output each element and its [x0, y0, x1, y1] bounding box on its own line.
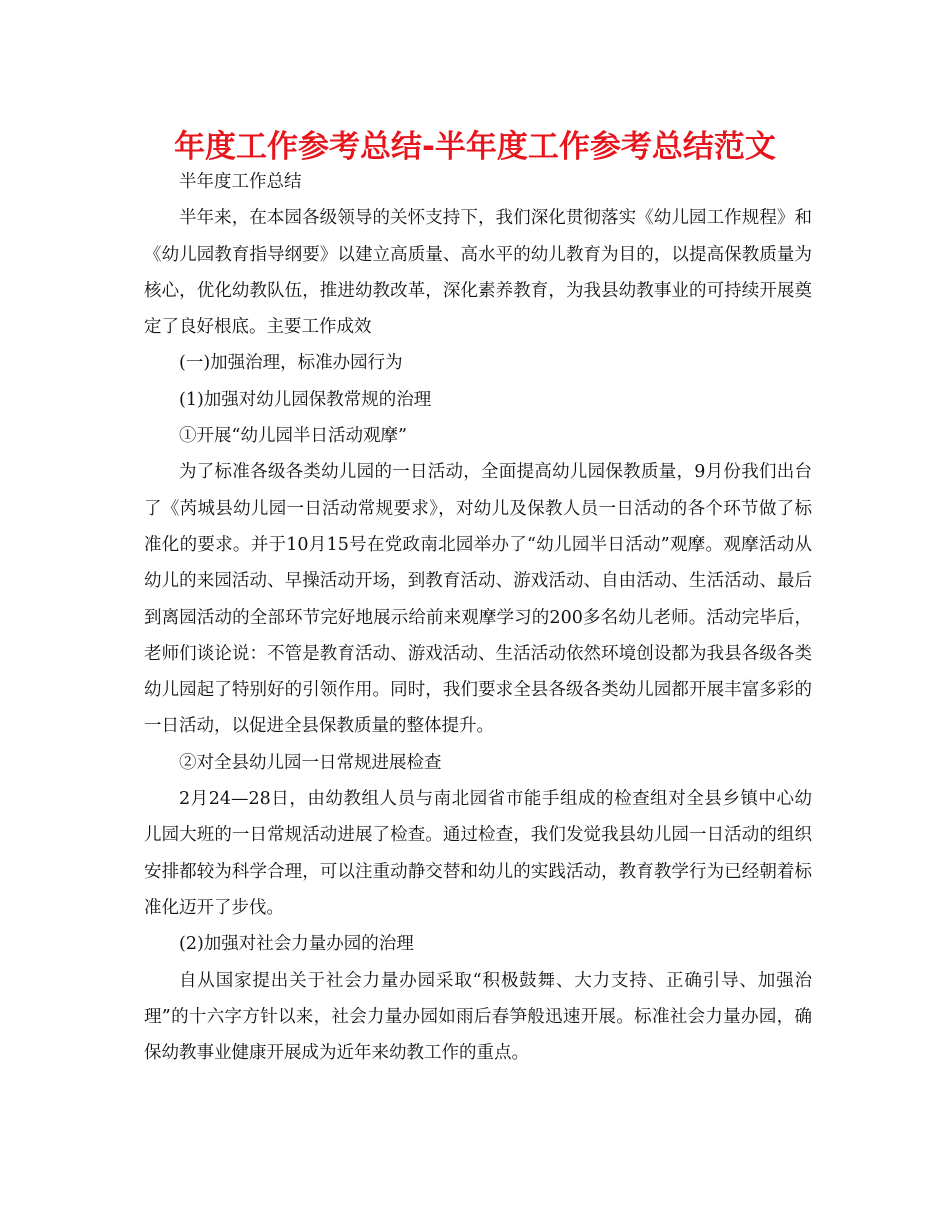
- paragraph: 半年来，在本园各级领导的关怀支持下，我们深化贯彻落实《幼儿园工作规程》和《幼儿园教育指导纲要》以建立高质量、高水平的幼儿教育为目的，以提高保教质量为核心，优化幼教队伍，推进幼教改革，深化素养教育，为我县幼教事业的可持续开展奠定了良好根底。主要工作成效: [144, 208, 812, 338]
- paragraph: 为了标准各级各类幼儿园的一日活动，全面提高幼儿园保教质量，9月份我们出台了《芮城县幼儿园一日活动常规要求》，对幼儿及保教人员一日活动的各个环节做了标准化的要求。并于10月15号在党政南北园举办了“幼儿园半日活动”观摩。观摩活动从幼儿的来园活动、早操活动开场，到教育活动、游戏活动、自由活动、生活活动、最后到离园活动的全部环节完好地展示给前来观摩学习的200多名幼儿老师。活动完毕后，老师们谈论说：不管是教育活动、游戏活动、生活活动依然环境创设都为我县各级各类幼儿园起了特别好的引领作用。同时，我们要求全县各级各类幼儿园都开展丰富多彩的一日活动，以促进全县保教质量的整体提升。: [144, 462, 812, 737]
- subsection-heading: ①开展“幼儿园半日活动观摩”: [179, 426, 407, 447]
- paragraph: 2月24—28日，由幼教组人员与南北园省市能手组成的检查组对全县乡镇中心幼儿园大班的一日常规活动进展了检查。通过检查，我们发觉我县幼儿园一日活动的组织安排都较为科学合理，可以注重动静交替和幼儿的实践活动，教育教学行为已经朝着标准化迈开了步伐。: [144, 789, 812, 918]
- subsection-heading: (1)加强对幼儿园保教常规的治理: [179, 389, 432, 410]
- section-heading: 半年度工作总结: [179, 172, 302, 192]
- document-title: 年度工作参考总结-半年度工作参考总结范文: [174, 129, 776, 165]
- subsection-heading: ②对全县幼儿园一日常规进展检查: [179, 752, 442, 773]
- paragraph: 自从国家提出关于社会力量办园采取“积极鼓舞、大力支持、正确引导、加强治理”的十六字方针以来，社会力量办园如雨后春笋般迅速开展。标准社会力量办园，确保幼教事业健康开展成为近年来幼教工作的重点。: [144, 970, 812, 1064]
- document-body: [144, 164, 812, 1071]
- subsection-heading: (一)加强治理，标准办园行为: [179, 353, 403, 374]
- subsection-heading: (2)加强对社会力量办园的治理: [179, 934, 414, 955]
